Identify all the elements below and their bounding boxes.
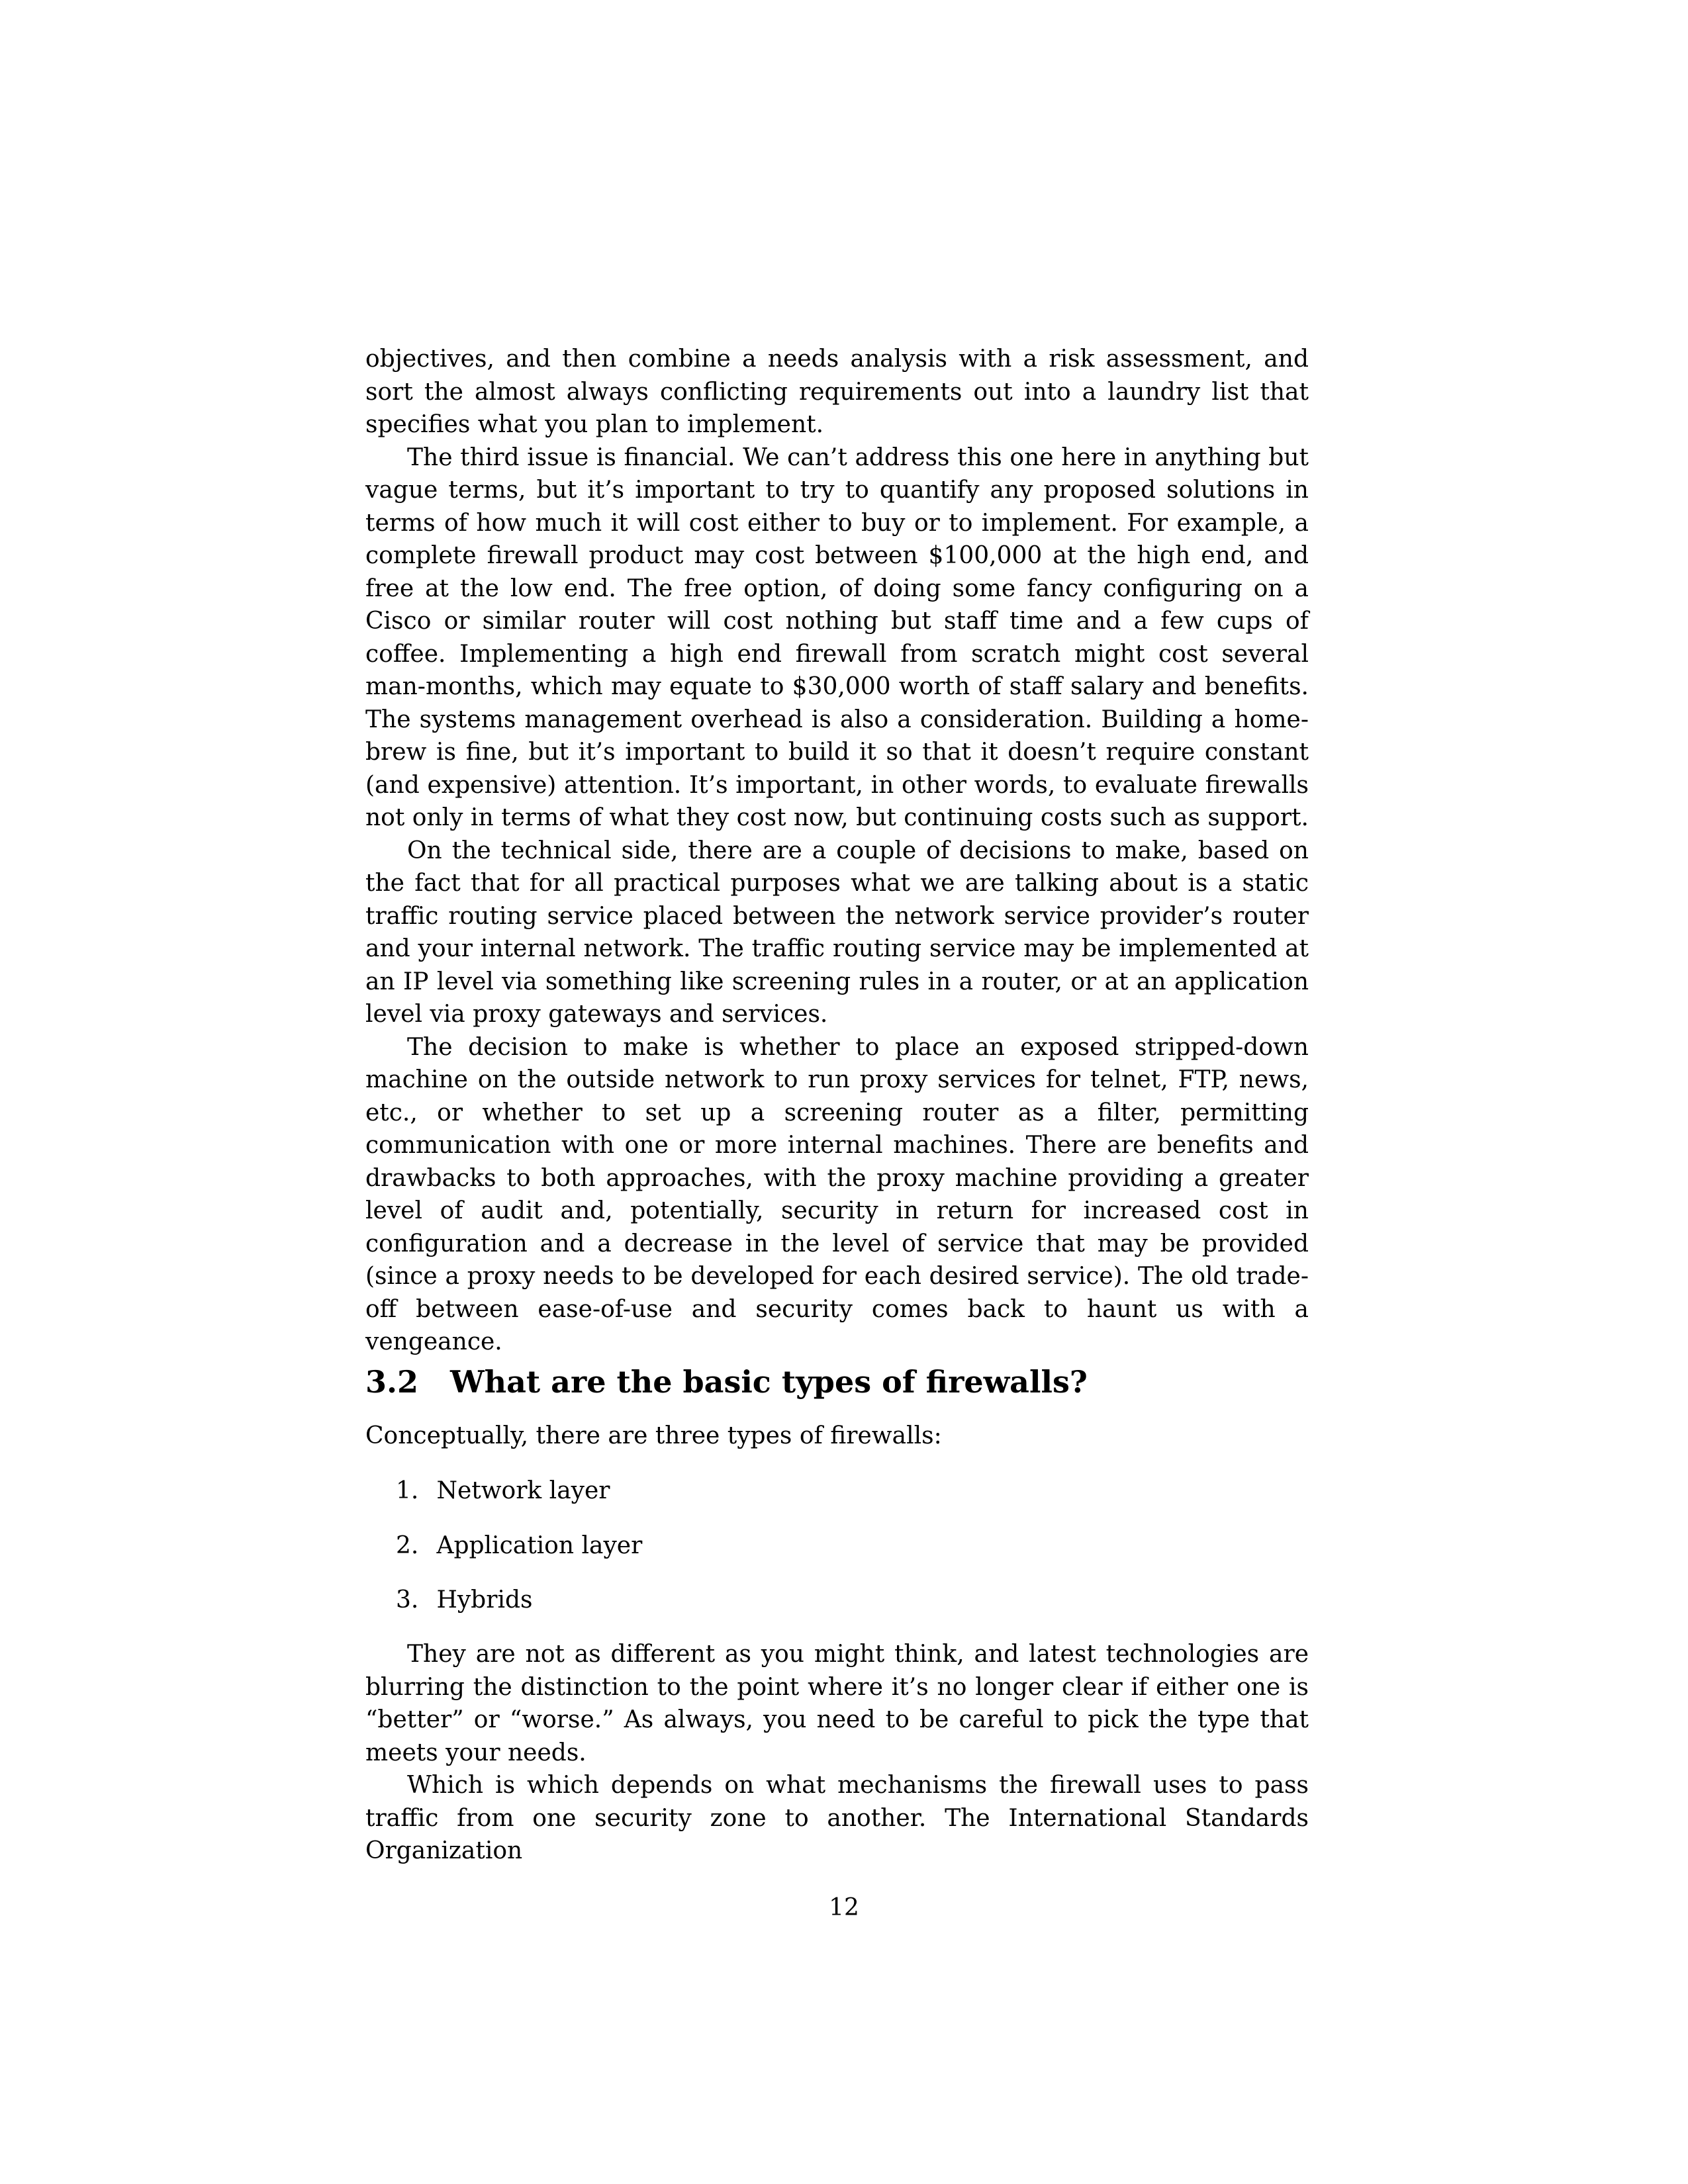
list-item-number: 1.: [396, 1477, 419, 1504]
paragraph-technical-side: On the technical side, there are a couple of decisions to make, based on the fact that for all practical purposes what we are talking about is a static traffic routing service placed between the network service provider’s router and your internal network. The traffic routing service may be implemented at an IP level via something like screening rules in a router, or at an application level via proxy gateways and services.: [365, 837, 1309, 1028]
list-item: [365, 1584, 1309, 1617]
list-item-label: Application layer: [436, 1531, 643, 1559]
page-number: 12: [829, 1894, 859, 1921]
paragraph-not-as-different: They are not as different as you might think, and latest technologies are blurring the distinction to the point where it’s no longer clear if either one is “better” or “worse.” As always, you need to be careful to pick the type that meets your needs.: [365, 1641, 1309, 1766]
section-title: What are the basic types of firewalls?: [450, 1364, 1088, 1400]
paragraph-objectives-continued: objectives, and then combine a needs analysis with a risk assessment, and sort the almost always conflicting requirements out into a laundry list that specifies what you plan to implement.: [365, 345, 1309, 438]
paragraph-which-is-which: Which is which depends on what mechanisms the firewall uses to pass traffic from one security zone to another. The International Standards Organization: [365, 1772, 1309, 1864]
intro-sentence: Conceptually, there are three types of firewalls:: [365, 1422, 942, 1449]
list-item-number: 2.: [396, 1531, 419, 1559]
section-heading: [365, 1362, 1309, 1402]
list-item-label: Hybrids: [436, 1586, 533, 1614]
paragraph-financial-issue: The third issue is financial. We can’t address this one here in anything but vague terms, but it’s important to try to quantify any proposed solutions in terms of how much it will cost either to buy or to implement. For example, a complete firewall product may cost between $100,000 at the high end, and free at the low end. The free option, of doing some fancy configuring on a Cisco or similar router will cost nothing but staff time and a few cups of coffee. Implementing a high end firewall from scratch might cost several man-months, which may equate to $30,000 worth of staff salary and benefits. The systems management overhead is also a consideration. Building a home-brew is fine, but it’s important to build it so that it doesn’t require constant (and expensive) attention. It’s important, in other words, to evaluate firewalls not only in terms of what they cost now, but continuing costs such as support.: [365, 443, 1309, 831]
body-text-top: [365, 343, 1309, 1359]
body-text-bottom: [365, 1638, 1309, 1868]
list-item: [365, 1475, 1309, 1508]
list-item: [365, 1529, 1309, 1563]
list-item-label: Network layer: [436, 1477, 610, 1504]
firewall-types-list: [365, 1475, 1309, 1639]
section-number: 3.2: [365, 1364, 419, 1400]
list-item-number: 3.: [396, 1586, 419, 1614]
paragraph-proxy-decision: The decision to make is whether to place an exposed stripped-down machine on the outside network to run proxy services for telnet, FTP, news, etc., or whether to set up a screening router as a filter, permitting communication with one or more internal machines. There are benefits and drawbacks to both approaches, with the proxy machine providing a greater level of audit and, potentially, security in return for increased cost in configuration and a decrease in the level of service that may be provided (since a proxy needs to be developed for each desired service). The old trade-off between ease-of-use and security comes back to haunt us with a vengeance.: [365, 1033, 1309, 1355]
section-intro: [365, 1420, 1309, 1453]
